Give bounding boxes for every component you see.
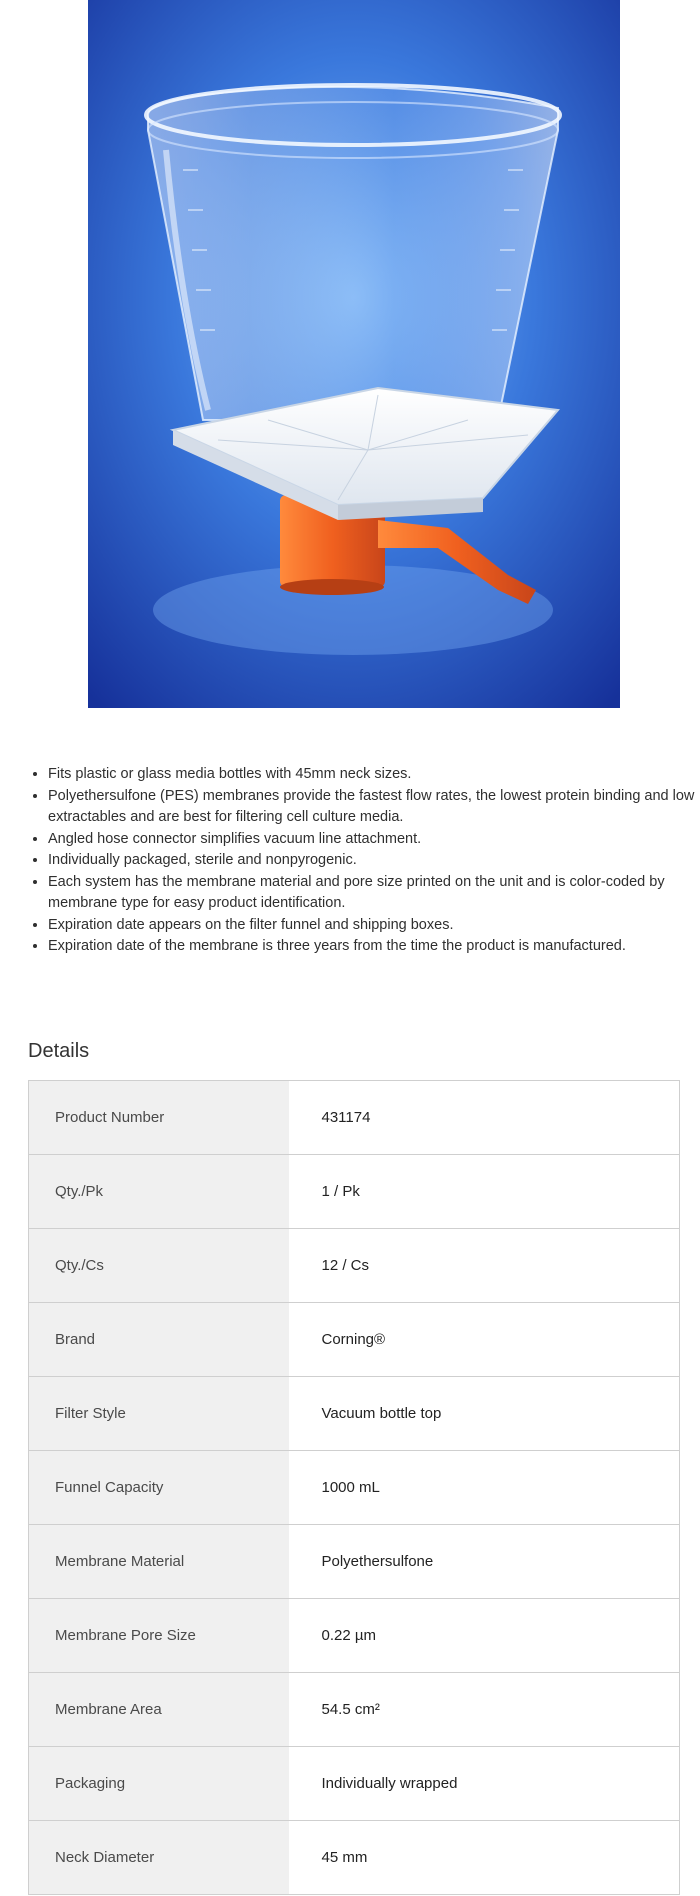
table-row	[29, 1081, 680, 1155]
row-label: Qty./Pk	[29, 1155, 289, 1229]
row-value: 1 / Pk	[289, 1155, 680, 1229]
row-value: 12 / Cs	[289, 1229, 680, 1303]
feature-item: • Expiration date of the membrane is three years from the time the product is manufactured.	[48, 936, 698, 958]
row-label: Filter Style	[29, 1377, 289, 1451]
feature-item: • Each system has the membrane material and pore size printed on the unit and is color-coded by membrane type for easy product identification.	[48, 872, 698, 915]
feature-item: • Angled hose connector simplifies vacuum line attachment.	[48, 829, 698, 851]
table-row	[29, 1229, 680, 1303]
product-image	[88, 0, 620, 708]
row-value: Polyethersulfone	[289, 1525, 680, 1599]
row-value: Corning®	[289, 1303, 680, 1377]
row-label: Membrane Area	[29, 1673, 289, 1747]
row-label: Membrane Pore Size	[29, 1599, 289, 1673]
feature-item: • Individually packaged, sterile and nonpyrogenic.	[48, 850, 698, 872]
row-label: Neck Diameter	[29, 1821, 289, 1895]
row-label: Packaging	[29, 1747, 289, 1821]
table-row	[29, 1155, 680, 1229]
row-value: Individually wrapped	[289, 1747, 680, 1821]
row-value: 1000 mL	[289, 1451, 680, 1525]
details-heading: Details	[28, 1040, 90, 1062]
table-row	[29, 1673, 680, 1747]
row-label: Membrane Material	[29, 1525, 289, 1599]
table-row	[29, 1599, 680, 1673]
feature-item: • Fits plastic or glass media bottles with 45mm neck sizes.	[48, 764, 698, 786]
table-row	[29, 1303, 680, 1377]
row-value: 54.5 cm²	[289, 1673, 680, 1747]
vacuum-filter-bottle-top-image	[88, 0, 620, 708]
row-label: Qty./Cs	[29, 1229, 289, 1303]
table-row	[29, 1821, 680, 1895]
table-row	[29, 1747, 680, 1821]
row-value: Vacuum bottle top	[289, 1377, 680, 1451]
row-value: 45 mm	[289, 1821, 680, 1895]
row-label: Funnel Capacity	[29, 1451, 289, 1525]
feature-list	[28, 764, 698, 958]
row-label: Brand	[29, 1303, 289, 1377]
feature-item: • Polyethersulfone (PES) membranes provide the fastest flow rates, the lowest protein binding and low extractables and are best for filtering cell culture media.	[48, 786, 698, 829]
details-table	[28, 1080, 680, 1895]
table-row	[29, 1451, 680, 1525]
row-value: 0.22 µm	[289, 1599, 680, 1673]
table-row	[29, 1377, 680, 1451]
row-value: 431174	[289, 1081, 680, 1155]
feature-item: • Expiration date appears on the filter funnel and shipping boxes.	[48, 915, 698, 937]
table-row	[29, 1525, 680, 1599]
row-label: Product Number	[29, 1081, 289, 1155]
